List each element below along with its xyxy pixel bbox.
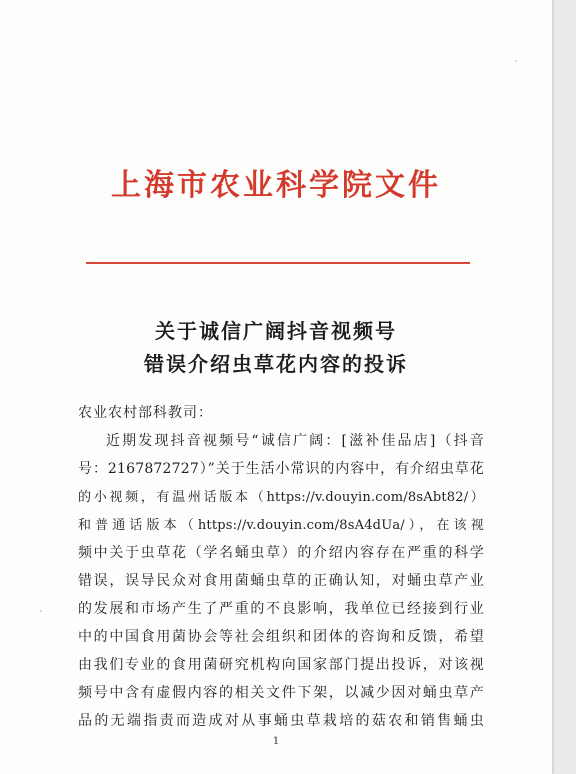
document-title-line-1: 关于诚信广阔抖音视频号 [155, 319, 397, 343]
body-line-10: 频号中含有虚假内容的相关文件下架，以减少因对蛹虫草产 [78, 685, 484, 701]
scan-speck [515, 60, 517, 62]
body-line-2: 号：2167872727）”关于生活小常识的内容中，有介绍虫草花 [78, 461, 484, 477]
header-red-rule [86, 262, 470, 264]
body-line-6: 错误，误导民众对食用菌蛹虫草的正确认知，对蛹虫草产业 [78, 573, 484, 589]
body-line-8: 中的中国食用菌协会等社会组织和团体的咨询和反馈，希望 [78, 629, 484, 645]
page-number: 1 [272, 736, 280, 747]
body-line-3: 的小视频，有温州话版本（https://v.douyin.com/8sAbt82/） [78, 490, 484, 505]
body-line-4: 和普通话版本（https://v.douyin.com/8sA4dUa/），在该视 [78, 518, 484, 533]
body-line-7: 的发展和市场产生了严重的不良影响，我单位已经接到行业 [78, 601, 484, 617]
body-line-5: 频中关于虫草花（学名蛹虫草）的介绍内容存在严重的科学 [78, 545, 484, 561]
document-title-line-2: 错误介绍虫草花内容的投诉 [144, 352, 408, 376]
salutation: 农业农村部科教司： [78, 405, 213, 421]
org-header-title: 上海市农业科学院文件 [111, 168, 441, 203]
body-line-11: 品的无端指责而造成对从事蛹虫草栽培的菇农和销售蛹虫 [78, 713, 484, 729]
body-line-9: 由我们专业的食用菌研究机构向国家部门提出投诉，对该视 [78, 657, 484, 673]
body-line-1: 近期发现抖音视频号“诚信广阔：[滋补佳品店]（抖音 [106, 433, 484, 449]
scan-speck [40, 610, 42, 612]
